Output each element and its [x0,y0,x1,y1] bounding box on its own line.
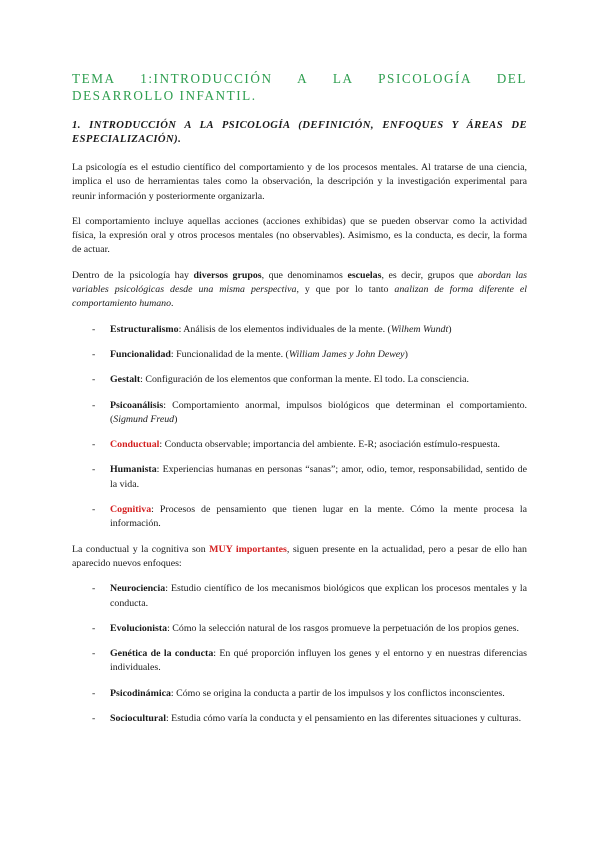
list-item-psicoanalisis: - Psicoanálisis: Comportamiento anormal, impulsos biológicos que determinan el comportamiento. (Sigmund Freud) [92,399,527,425]
list-item-neurociencia: - Neurociencia: Estudio científico de los mecanismos biológicos que explican los procesos mentales y la conducta. [92,583,527,609]
section-heading: 1. INTRODUCCIÓN A LA PSICOLOGÍA (DEFINICIÓN, ENFOQUES Y ÁREAS DE ESPECIALIZACIÓN). [72,120,527,145]
list-item-genetica: - Genética de la conducta: En qué proporción influyen los genes y el entorno y en nuestras diferencias individuales. [92,648,527,674]
list-item-conductual: - Conductual: Conducta observable; importancia del ambiente. E-R; asociación estímulo-respuesta. [92,439,500,451]
paragraph-definition: La psicología es el estudio científico del comportamiento y de los procesos mentales. Al tratarse de una ciencia, implica el uso de herramientas tales como la observación, la descripción y la investigación experimental para reunir información y posteriormente organizarla. [72,162,527,202]
list-item-gestalt: - Gestalt: Configuración de los elementos que conforman la mente. El todo. La consciencia. [92,374,469,386]
list-item-evolucionista: - Evolucionista: Cómo la selección natural de los rasgos promueve la perpetuación de los propios genes. [92,622,519,634]
list-item-sociocultural: - Sociocultural: Estudia cómo varía la conducta y el pensamiento en las diferentes situaciones y culturas. [92,713,522,725]
approaches-list [72,582,527,726]
schools-list [72,323,527,532]
paragraph-behavior: El comportamiento incluye aquellas acciones (acciones exhibidas) que se pueden observar como la actividad física, la expresión oral y otros procesos mentales (no observables). Asimismo, es la conducta, es decir, la forma de actuar. [72,215,527,256]
list-item-estructuralismo: - Estructuralismo: Análisis de los elementos individuales de la mente. (Wilhem Wundt) [92,323,452,335]
list-item-humanista: - Humanista: Experiencias humanas en personas “sanas”; amor, odio, temor, responsabilidad, sentido de la vida. [92,464,527,490]
document-page [72,70,527,737]
paragraph-schools: Dentro de la psicología hay diversos grupos, que denominamos escuelas, es decir, grupos que abordan las variables psicológicas desde una misma perspectiva, y que por lo tanto analizan de forma diferente el comportamiento humano. [72,269,527,310]
page-title: TEMA 1:INTRODUCCIÓN A LA PSICOLOGÍA DEL DESARROLLO INFANTIL. [72,71,527,103]
list-item-funcionalidad: - Funcionalidad: Funcionalidad de la mente. (William James y John Dewey) [92,348,408,360]
list-item-psicodinamica: - Psicodinámica: Cómo se origina la conducta a partir de los impulsos y los conflictos inconscientes. [92,687,505,699]
list-item-cognitiva: - Cognitiva: Procesos de pensamiento que tienen lugar en la mente. Cómo la mente procesa la información. [92,504,527,530]
paragraph-new-approaches: La conductual y la cognitiva son MUY importantes, siguen presente en la actualidad, pero a pesar de ello han aparecido nuevos enfoques: [72,543,527,569]
